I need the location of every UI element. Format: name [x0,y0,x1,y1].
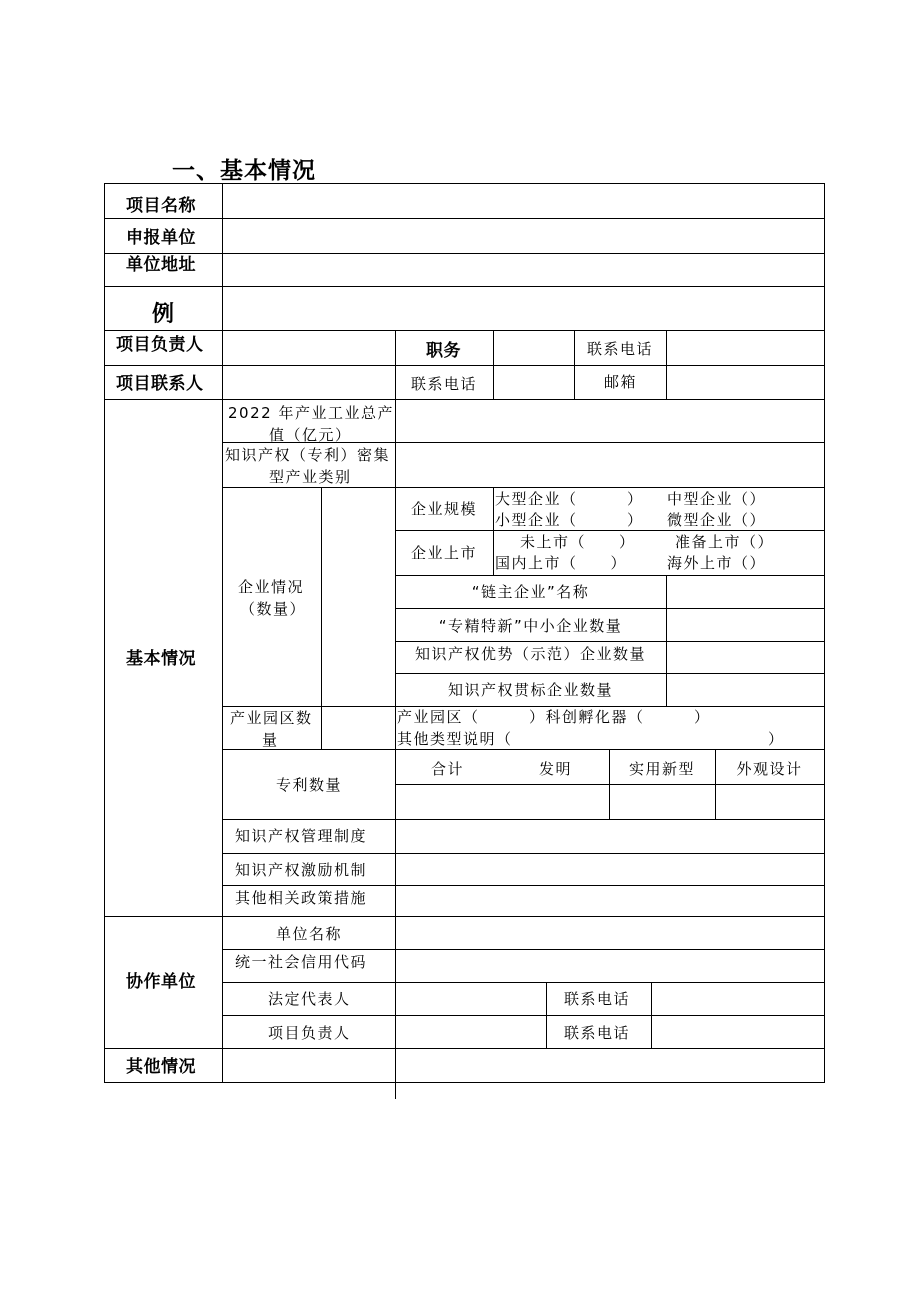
option-small-enterprise: 小型企业（ ） [495,511,644,529]
option-overseas-listed: 海外上市（） [667,554,767,572]
col-line [395,330,396,400]
label-applicant-unit: 申报单位 [126,228,196,248]
label-legal-rep: 法定代表人 [268,990,351,1008]
label-output-value-1: 2022 年产业工业总产 [228,404,394,422]
row-line [222,819,825,820]
table-border-top [104,183,825,184]
option-not-listed: 未上市（ ） [520,533,636,551]
option-medium-enterprise: 中型企业（） [667,490,767,508]
label-enterprise-listing: 企业上市 [411,544,478,562]
col-line [321,487,322,750]
label-partner-leader: 项目负责人 [268,1024,351,1042]
row-line [104,399,825,400]
label-other-policy: 其他相关政策措施 [235,889,368,907]
row-line [395,784,825,785]
label-patent-count: 专利数量 [276,776,343,794]
label-park-count-1: 产业园区数 [230,709,313,727]
label-ip-standard: 知识产权贯标企业数量 [447,681,613,699]
label-partner-phone-a: 联系电话 [564,990,631,1008]
col-line [666,330,667,400]
label-ip-incentive: 知识产权激励机制 [235,861,368,879]
label-other-info: 其他情况 [126,1057,196,1077]
row-line [104,1048,825,1049]
text-park-other: 其他类型说明（ [397,730,513,748]
option-domestic-listed: 国内上市（ ） [495,554,628,572]
col-line [651,982,652,1049]
label-ip-category-1: 知识产权（专利）密集 [225,446,391,464]
row-line [222,749,825,750]
header-patent-invention: 发明 [539,760,573,778]
label-output-value-2: 值（亿元） [269,426,352,444]
row-line [395,575,825,576]
header-patent-total: 合计 [431,760,465,778]
option-micro-enterprise: 微型企业（） [667,511,767,529]
label-phone-2: 联系电话 [411,375,478,393]
label-project-name: 项目名称 [126,196,196,216]
row-line [222,885,825,886]
label-enterprise-2: （数量） [240,600,307,618]
label-park-count-2: 量 [262,731,279,749]
col-line [493,487,494,575]
col-line [574,330,575,400]
section-title: 一、基本情况 [172,158,316,184]
row-line [104,218,825,219]
label-email: 邮箱 [604,373,638,391]
col-line [546,982,547,1049]
text-park-detail: 产业园区（ ）科创孵化器（ ） [397,708,711,726]
label-position: 职务 [426,341,461,361]
label-project-contact: 项目联系人 [116,374,204,394]
row-line [222,1015,825,1016]
label-ip-category-2: 型产业类别 [269,468,352,486]
col-line [666,575,667,707]
row-line [395,608,825,609]
table-border-bottom [104,1082,825,1083]
label-phone-1: 联系电话 [587,340,654,358]
label-partner-unit: 协作单位 [126,972,196,992]
label-partner-name: 单位名称 [276,925,343,943]
label-ip-advantage: 知识产权优势（示范）企业数量 [414,645,646,663]
header-patent-design: 外观设计 [736,760,803,778]
label-example: 例 [152,302,175,327]
row-line [222,982,825,983]
row-line [104,916,825,917]
label-unit-address: 单位地址 [126,255,196,275]
row-line [104,253,825,254]
col-line [493,330,494,400]
table-border-left [104,183,105,1083]
label-basic-info: 基本情况 [126,649,196,669]
label-chain-leader: “链主企业”名称 [471,583,590,601]
label-specialized-sme: “专精特新”中小企业数量 [438,617,623,635]
row-line [222,949,825,950]
header-patent-utility: 实用新型 [628,760,695,778]
row-line [104,365,825,366]
label-column-divider [222,183,223,1083]
label-ip-management: 知识产权管理制度 [235,827,368,845]
label-partner-phone-b: 联系电话 [564,1024,631,1042]
text-park-other-close: ） [768,730,785,748]
option-large-enterprise: 大型企业（ ） [495,490,644,508]
option-preparing-listing: 准备上市（） [675,533,775,551]
row-line [395,673,825,674]
row-line [395,641,825,642]
label-project-leader: 项目负责人 [116,335,204,355]
label-credit-code: 统一社会信用代码 [235,953,368,971]
table-border-right [824,183,825,1083]
label-enterprise-1: 企业情况 [238,578,305,596]
label-enterprise-scale: 企业规模 [411,500,478,518]
row-line [104,330,825,331]
row-line [104,286,825,287]
application-form-table [104,183,825,1083]
row-line [222,853,825,854]
